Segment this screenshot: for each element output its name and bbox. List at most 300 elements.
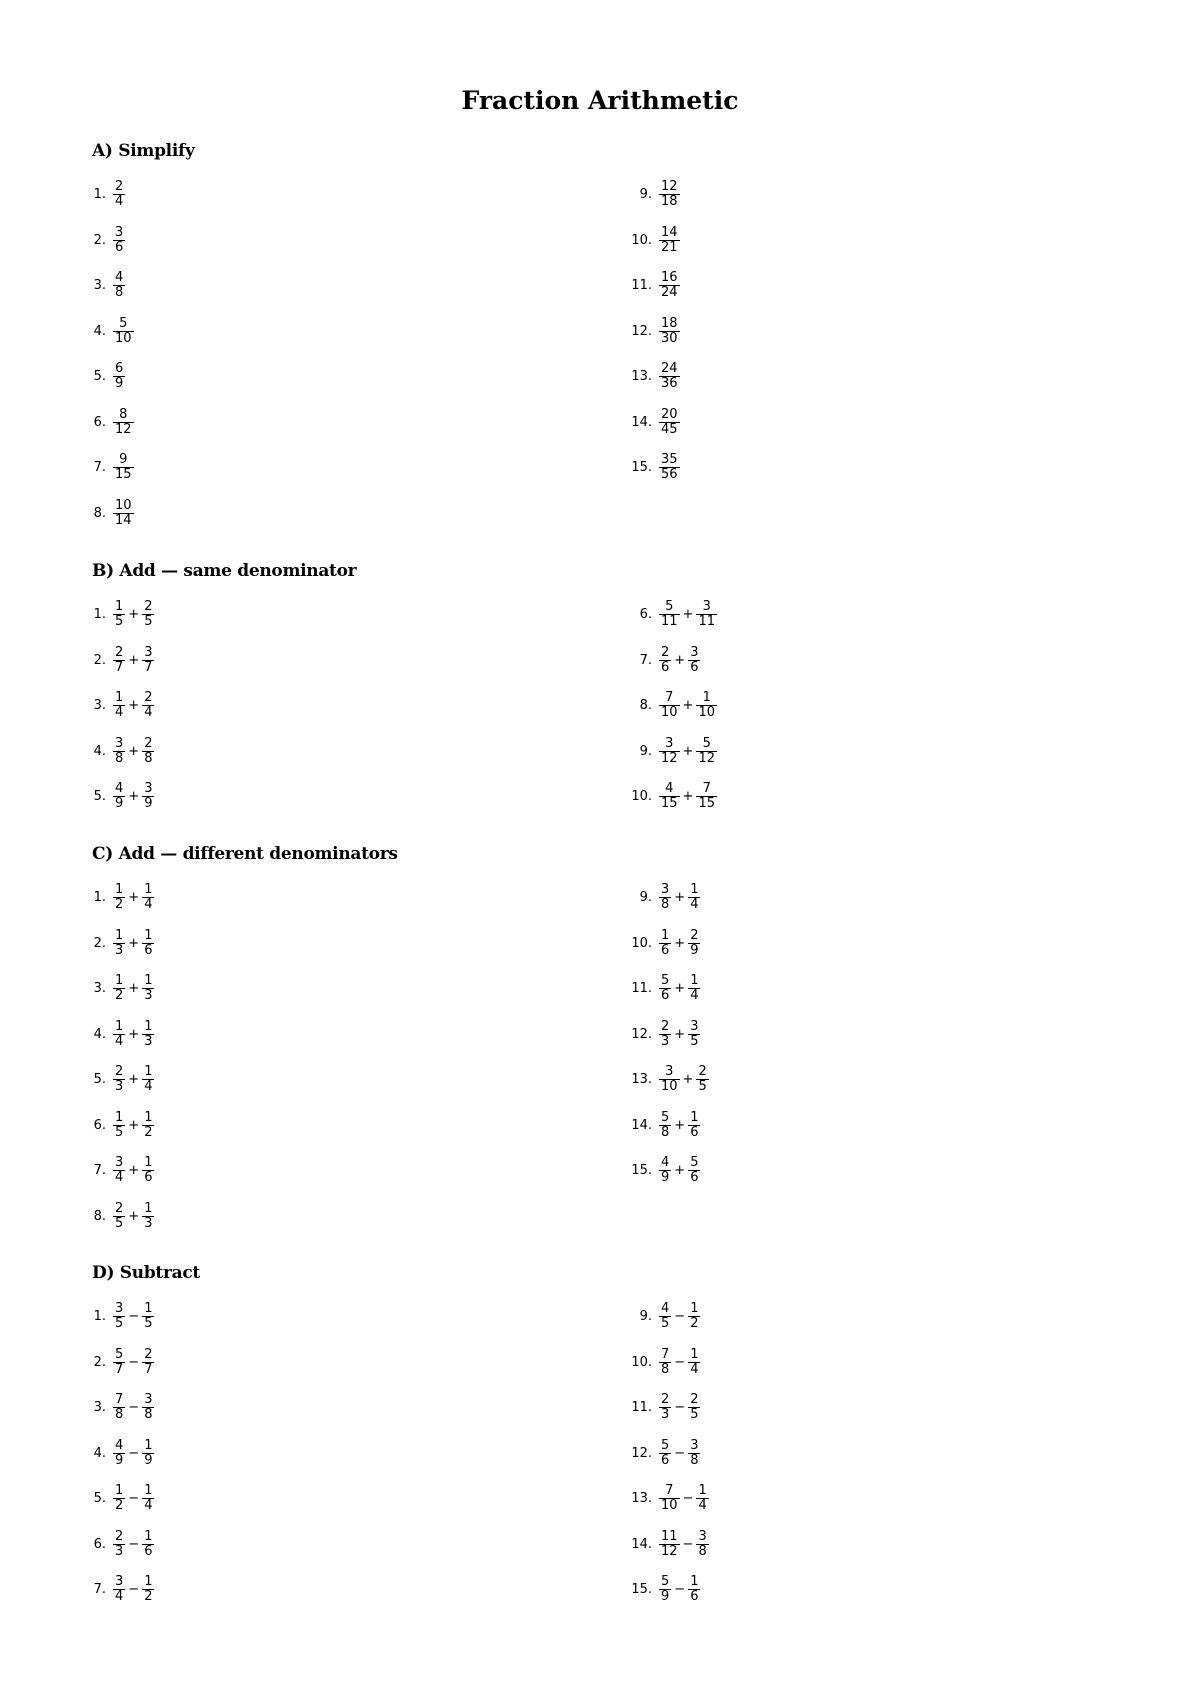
right-column bbox=[618, 1294, 709, 1613]
fraction bbox=[142, 974, 154, 1003]
fraction-expression bbox=[113, 974, 154, 1003]
numerator: 5 bbox=[661, 973, 670, 989]
problem-number: 2. bbox=[93, 1354, 106, 1370]
operator: − bbox=[128, 1309, 140, 1325]
operator: − bbox=[682, 1491, 694, 1507]
numerator: 6 bbox=[115, 361, 124, 377]
operator: − bbox=[674, 1445, 686, 1461]
denominator: 2 bbox=[690, 1316, 699, 1332]
problem-number: 14. bbox=[631, 1536, 652, 1552]
numerator: 3 bbox=[115, 1574, 124, 1590]
fraction-expression bbox=[113, 180, 125, 209]
fraction bbox=[142, 1020, 154, 1049]
problem-item bbox=[92, 875, 154, 921]
denominator: 12 bbox=[698, 750, 715, 766]
numerator: 1 bbox=[115, 1109, 124, 1125]
problem-item bbox=[618, 638, 717, 684]
fraction bbox=[113, 1439, 125, 1468]
fraction-expression bbox=[113, 1348, 154, 1377]
problem-item bbox=[618, 1431, 709, 1477]
fraction bbox=[659, 646, 671, 675]
denominator: 8 bbox=[115, 750, 124, 766]
problem-item bbox=[92, 1294, 154, 1340]
numerator: 2 bbox=[115, 179, 124, 195]
denominator: 7 bbox=[115, 659, 124, 675]
fraction bbox=[142, 737, 154, 766]
denominator: 30 bbox=[661, 330, 678, 346]
operator: + bbox=[674, 935, 686, 951]
denominator: 6 bbox=[690, 659, 699, 675]
fraction-expression bbox=[659, 737, 717, 766]
problem-number: 12. bbox=[631, 323, 652, 339]
denominator: 10 bbox=[661, 1079, 678, 1095]
denominator: 4 bbox=[115, 194, 124, 210]
fraction bbox=[659, 1484, 680, 1513]
fraction bbox=[696, 691, 717, 720]
problem-item bbox=[92, 921, 154, 967]
denominator: 7 bbox=[115, 1361, 124, 1377]
problem-item bbox=[618, 1340, 709, 1386]
denominator: 3 bbox=[661, 1407, 670, 1423]
fraction-expression bbox=[113, 1575, 154, 1604]
fraction-expression bbox=[659, 1393, 700, 1422]
problem-item bbox=[618, 1476, 709, 1522]
denominator: 7 bbox=[144, 1361, 153, 1377]
numerator: 1 bbox=[144, 1155, 153, 1171]
operator: − bbox=[674, 1582, 686, 1598]
problem-item bbox=[92, 400, 134, 446]
numerator: 2 bbox=[661, 644, 670, 660]
fraction bbox=[659, 883, 671, 912]
numerator: 24 bbox=[661, 361, 678, 377]
problem-item bbox=[618, 1567, 709, 1613]
fraction-expression bbox=[113, 1439, 154, 1468]
denominator: 5 bbox=[115, 1316, 124, 1332]
operator: + bbox=[674, 981, 686, 997]
section-heading: B) Add — same denominator bbox=[92, 561, 357, 581]
fraction-expression bbox=[659, 1348, 700, 1377]
problem-item bbox=[92, 354, 134, 400]
denominator: 6 bbox=[661, 988, 670, 1004]
fraction bbox=[696, 1484, 708, 1513]
problem-item bbox=[618, 172, 680, 218]
problem-number: 9. bbox=[639, 187, 652, 203]
denominator: 15 bbox=[698, 796, 715, 812]
numerator: 1 bbox=[690, 882, 699, 898]
denominator: 4 bbox=[690, 1361, 699, 1377]
denominator: 56 bbox=[661, 467, 678, 483]
problem-item bbox=[618, 1148, 709, 1194]
problem-item bbox=[618, 1294, 709, 1340]
problem-item bbox=[618, 1385, 709, 1431]
numerator: 11 bbox=[661, 1528, 678, 1544]
numerator: 1 bbox=[144, 1018, 153, 1034]
fraction-expression bbox=[113, 499, 134, 528]
denominator: 6 bbox=[661, 659, 670, 675]
denominator: 6 bbox=[690, 1170, 699, 1186]
denominator: 10 bbox=[698, 705, 715, 721]
fraction bbox=[113, 453, 134, 482]
operator: + bbox=[128, 1072, 140, 1088]
problem-item bbox=[618, 218, 680, 264]
numerator: 3 bbox=[690, 1018, 699, 1034]
denominator: 4 bbox=[115, 1170, 124, 1186]
fraction bbox=[113, 600, 125, 629]
fraction bbox=[659, 1111, 671, 1140]
numerator: 4 bbox=[115, 270, 124, 286]
denominator: 6 bbox=[661, 1452, 670, 1468]
denominator: 4 bbox=[144, 1079, 153, 1095]
fraction-expression bbox=[113, 646, 154, 675]
numerator: 2 bbox=[144, 599, 153, 615]
fraction bbox=[659, 1065, 680, 1094]
operator: + bbox=[128, 1117, 140, 1133]
problem-number: 10. bbox=[631, 935, 652, 951]
denominator: 8 bbox=[661, 1361, 670, 1377]
problem-item bbox=[92, 1012, 154, 1058]
fraction bbox=[113, 691, 125, 720]
operator: + bbox=[128, 935, 140, 951]
problem-number: 2. bbox=[93, 232, 106, 248]
numerator: 9 bbox=[119, 452, 128, 468]
operator: + bbox=[674, 1163, 686, 1179]
numerator: 1 bbox=[115, 690, 124, 706]
problem-item bbox=[92, 592, 154, 638]
numerator: 3 bbox=[115, 735, 124, 751]
numerator: 18 bbox=[661, 315, 678, 331]
problem-item bbox=[92, 1103, 154, 1149]
problem-number: 15. bbox=[631, 1582, 652, 1598]
problem-item bbox=[618, 1522, 709, 1568]
fraction bbox=[142, 1065, 154, 1094]
operator: − bbox=[128, 1536, 140, 1552]
fraction-expression bbox=[113, 1111, 154, 1140]
fraction bbox=[113, 646, 125, 675]
denominator: 9 bbox=[115, 1452, 124, 1468]
numerator: 2 bbox=[698, 1064, 707, 1080]
fraction bbox=[688, 1439, 700, 1468]
denominator: 24 bbox=[661, 285, 678, 301]
denominator: 10 bbox=[661, 705, 678, 721]
numerator: 5 bbox=[690, 1155, 699, 1171]
problem-item bbox=[618, 1057, 709, 1103]
problem-item bbox=[618, 921, 709, 967]
problem-item bbox=[92, 263, 134, 309]
fraction bbox=[659, 362, 680, 391]
fraction bbox=[113, 929, 125, 958]
fraction bbox=[113, 499, 134, 528]
denominator: 7 bbox=[144, 659, 153, 675]
fraction bbox=[113, 1575, 125, 1604]
problem-number: 2. bbox=[93, 935, 106, 951]
fraction bbox=[688, 1393, 700, 1422]
fraction bbox=[142, 1302, 154, 1331]
numerator: 35 bbox=[661, 452, 678, 468]
problem-number: 8. bbox=[639, 698, 652, 714]
fraction-expression bbox=[659, 1530, 709, 1559]
numerator: 3 bbox=[702, 599, 711, 615]
fraction-expression bbox=[659, 691, 717, 720]
fraction-expression bbox=[659, 317, 680, 346]
denominator: 6 bbox=[690, 1124, 699, 1140]
denominator: 4 bbox=[115, 1589, 124, 1605]
denominator: 5 bbox=[661, 1316, 670, 1332]
operator: + bbox=[128, 652, 140, 668]
fraction bbox=[113, 1020, 125, 1049]
fraction-expression bbox=[113, 1202, 154, 1231]
fraction bbox=[659, 929, 671, 958]
section-heading: C) Add — different denominators bbox=[92, 844, 398, 864]
numerator: 1 bbox=[698, 1483, 707, 1499]
numerator: 2 bbox=[144, 690, 153, 706]
denominator: 8 bbox=[144, 750, 153, 766]
numerator: 1 bbox=[144, 1437, 153, 1453]
problem-number: 1. bbox=[93, 1309, 106, 1325]
denominator: 4 bbox=[144, 1498, 153, 1514]
numerator: 2 bbox=[115, 1064, 124, 1080]
operator: + bbox=[128, 890, 140, 906]
problem-number: 3. bbox=[93, 981, 106, 997]
numerator: 3 bbox=[690, 644, 699, 660]
denominator: 3 bbox=[115, 1543, 124, 1559]
denominator: 5 bbox=[115, 1215, 124, 1231]
problem-number: 14. bbox=[631, 414, 652, 430]
fraction-expression bbox=[659, 1020, 700, 1049]
denominator: 10 bbox=[661, 1498, 678, 1514]
numerator: 1 bbox=[115, 927, 124, 943]
numerator: 1 bbox=[690, 1574, 699, 1590]
problem-number: 3. bbox=[93, 1400, 106, 1416]
denominator: 9 bbox=[661, 1170, 670, 1186]
operator: − bbox=[128, 1491, 140, 1507]
problem-item bbox=[92, 218, 134, 264]
fraction bbox=[142, 1393, 154, 1422]
denominator: 8 bbox=[690, 1452, 699, 1468]
denominator: 3 bbox=[144, 1033, 153, 1049]
denominator: 8 bbox=[115, 1407, 124, 1423]
denominator: 3 bbox=[144, 988, 153, 1004]
denominator: 4 bbox=[115, 1033, 124, 1049]
fraction bbox=[659, 1348, 671, 1377]
operator: + bbox=[682, 607, 694, 623]
fraction bbox=[696, 600, 717, 629]
problem-item bbox=[92, 1476, 154, 1522]
fraction bbox=[113, 1530, 125, 1559]
fraction-expression bbox=[659, 1156, 700, 1185]
numerator: 1 bbox=[690, 973, 699, 989]
denominator: 9 bbox=[661, 1589, 670, 1605]
denominator: 8 bbox=[698, 1543, 707, 1559]
problem-number: 9. bbox=[639, 890, 652, 906]
numerator: 14 bbox=[661, 224, 678, 240]
denominator: 9 bbox=[144, 796, 153, 812]
fraction-expression bbox=[659, 883, 700, 912]
fraction bbox=[113, 883, 125, 912]
problem-number: 4. bbox=[93, 323, 106, 339]
numerator: 5 bbox=[119, 315, 128, 331]
operator: − bbox=[128, 1400, 140, 1416]
numerator: 3 bbox=[665, 1064, 674, 1080]
left-column bbox=[92, 592, 154, 820]
denominator: 14 bbox=[115, 512, 132, 528]
denominator: 6 bbox=[690, 1589, 699, 1605]
numerator: 3 bbox=[698, 1528, 707, 1544]
fraction bbox=[142, 929, 154, 958]
fraction-expression bbox=[113, 1302, 154, 1331]
numerator: 3 bbox=[144, 781, 153, 797]
numerator: 3 bbox=[144, 644, 153, 660]
denominator: 9 bbox=[115, 376, 124, 392]
fraction bbox=[688, 1575, 700, 1604]
problem-number: 1. bbox=[93, 187, 106, 203]
operator: + bbox=[128, 743, 140, 759]
operator: + bbox=[128, 789, 140, 805]
fraction bbox=[696, 1065, 708, 1094]
operator: + bbox=[128, 1208, 140, 1224]
operator: − bbox=[674, 1309, 686, 1325]
numerator: 5 bbox=[661, 1574, 670, 1590]
fraction-expression bbox=[659, 1111, 700, 1140]
numerator: 5 bbox=[661, 1437, 670, 1453]
fraction bbox=[659, 1302, 671, 1331]
denominator: 2 bbox=[144, 1589, 153, 1605]
denominator: 5 bbox=[115, 614, 124, 630]
problem-item bbox=[92, 1431, 154, 1477]
fraction bbox=[659, 317, 680, 346]
fraction bbox=[696, 782, 717, 811]
denominator: 8 bbox=[661, 1124, 670, 1140]
numerator: 1 bbox=[690, 1109, 699, 1125]
fraction bbox=[688, 1020, 700, 1049]
fraction-expression bbox=[113, 883, 154, 912]
problem-number: 4. bbox=[93, 1445, 106, 1461]
fraction-expression bbox=[113, 691, 154, 720]
page-title: Fraction Arithmetic bbox=[461, 86, 739, 115]
section-simplify bbox=[92, 140, 1132, 528]
operator: + bbox=[674, 890, 686, 906]
operator: + bbox=[674, 1117, 686, 1133]
numerator: 1 bbox=[690, 1346, 699, 1362]
numerator: 1 bbox=[661, 927, 670, 943]
fraction bbox=[659, 1156, 671, 1185]
numerator: 1 bbox=[690, 1301, 699, 1317]
fraction-expression bbox=[659, 1065, 709, 1094]
problem-item bbox=[618, 1012, 709, 1058]
numerator: 2 bbox=[144, 1346, 153, 1362]
numerator: 1 bbox=[144, 882, 153, 898]
denominator: 45 bbox=[661, 421, 678, 437]
problem-item bbox=[92, 1522, 154, 1568]
fraction-expression bbox=[659, 1484, 709, 1513]
numerator: 20 bbox=[661, 406, 678, 422]
denominator: 15 bbox=[115, 467, 132, 483]
problem-number: 11. bbox=[631, 981, 652, 997]
problem-number: 14. bbox=[631, 1117, 652, 1133]
problem-item bbox=[92, 1194, 154, 1240]
problem-number: 8. bbox=[93, 505, 106, 521]
fraction bbox=[688, 646, 700, 675]
operator: + bbox=[128, 607, 140, 623]
operator: − bbox=[128, 1582, 140, 1598]
fraction-expression bbox=[113, 600, 154, 629]
denominator: 3 bbox=[661, 1033, 670, 1049]
fraction-expression bbox=[113, 408, 134, 437]
problem-item bbox=[618, 309, 680, 355]
numerator: 1 bbox=[115, 882, 124, 898]
problem-item bbox=[92, 491, 134, 537]
problem-number: 10. bbox=[631, 789, 652, 805]
fraction-expression bbox=[659, 782, 717, 811]
numerator: 7 bbox=[665, 1483, 674, 1499]
denominator: 2 bbox=[115, 1498, 124, 1514]
fraction bbox=[688, 1348, 700, 1377]
fraction bbox=[142, 646, 154, 675]
fraction bbox=[659, 782, 680, 811]
fraction-expression bbox=[659, 600, 717, 629]
problem-number: 7. bbox=[639, 652, 652, 668]
denominator: 8 bbox=[115, 285, 124, 301]
fraction bbox=[113, 226, 125, 255]
fraction-expression bbox=[113, 782, 154, 811]
operator: + bbox=[128, 698, 140, 714]
problem-number: 1. bbox=[93, 890, 106, 906]
numerator: 2 bbox=[690, 927, 699, 943]
problem-number: 7. bbox=[93, 460, 106, 476]
numerator: 2 bbox=[115, 1528, 124, 1544]
denominator: 11 bbox=[698, 614, 715, 630]
denominator: 6 bbox=[144, 1170, 153, 1186]
problem-item bbox=[92, 729, 154, 775]
denominator: 6 bbox=[144, 942, 153, 958]
problem-number: 6. bbox=[93, 1536, 106, 1552]
fraction bbox=[142, 1348, 154, 1377]
numerator: 3 bbox=[115, 224, 124, 240]
denominator: 3 bbox=[115, 942, 124, 958]
problem-number: 15. bbox=[631, 460, 652, 476]
fraction-expression bbox=[113, 1530, 154, 1559]
problem-item bbox=[92, 638, 154, 684]
section-add-same-denominator bbox=[92, 560, 1132, 812]
fraction bbox=[113, 362, 125, 391]
denominator: 5 bbox=[698, 1079, 707, 1095]
problem-item bbox=[92, 683, 154, 729]
denominator: 4 bbox=[144, 897, 153, 913]
operator: + bbox=[682, 789, 694, 805]
left-column bbox=[92, 875, 154, 1239]
problem-item bbox=[92, 445, 134, 491]
fraction bbox=[688, 1111, 700, 1140]
fraction-expression bbox=[659, 974, 700, 1003]
numerator: 1 bbox=[144, 1200, 153, 1216]
problem-number: 8. bbox=[93, 1208, 106, 1224]
fraction bbox=[142, 782, 154, 811]
numerator: 16 bbox=[661, 270, 678, 286]
problem-number: 2. bbox=[93, 652, 106, 668]
numerator: 5 bbox=[702, 735, 711, 751]
problem-item bbox=[618, 774, 717, 820]
fraction bbox=[659, 737, 680, 766]
numerator: 7 bbox=[665, 690, 674, 706]
numerator: 1 bbox=[115, 973, 124, 989]
problem-item bbox=[618, 1103, 709, 1149]
fraction bbox=[113, 271, 125, 300]
fraction bbox=[113, 974, 125, 1003]
fraction bbox=[113, 1484, 125, 1513]
fraction bbox=[113, 1111, 125, 1140]
fraction-expression bbox=[113, 1156, 154, 1185]
fraction-expression bbox=[659, 180, 680, 209]
operator: + bbox=[674, 1026, 686, 1042]
